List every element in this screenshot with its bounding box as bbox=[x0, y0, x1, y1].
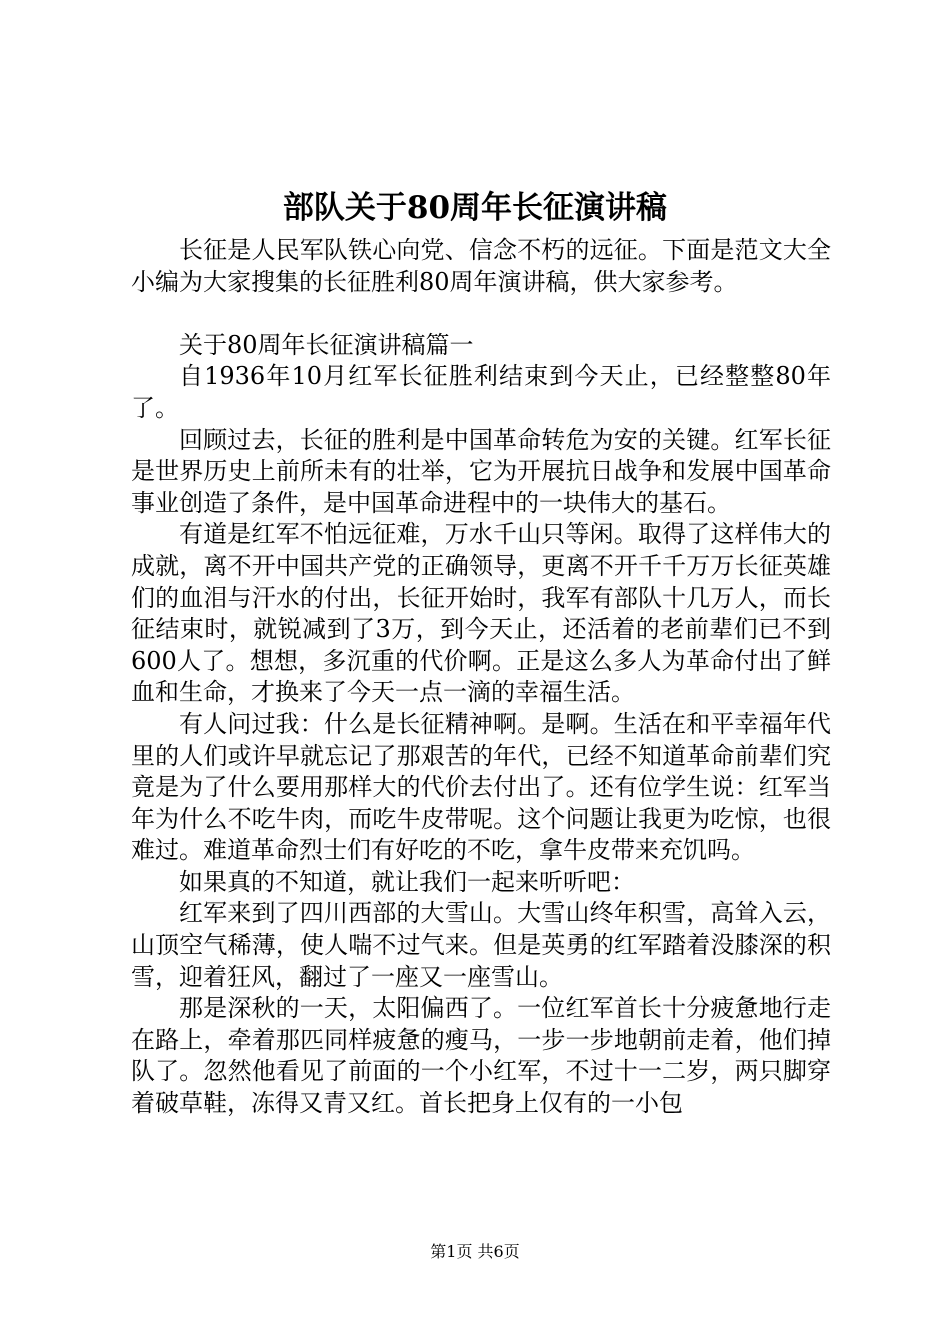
page-footer: 第1页 共6页 bbox=[430, 1242, 520, 1261]
paragraph: 自1936年10月红军长征胜利结束到今天止，已经整整80年了。 bbox=[131, 362, 831, 422]
paragraph: 那是深秋的一天，太阳偏西了。一位红军首长十分疲惫地行走在路上，牵着那匹同样疲惫的瘦马，一步一步地朝前走着，他们掉队了。忽然他看见了前面的一个小红军，不过十一二岁，两只脚穿着破草鞋，冻得又青又红。首长把身上仅有的一小包 bbox=[131, 994, 831, 1118]
paragraph: 红军来到了四川西部的大雪山。大雪山终年积雪，高耸入云，山顶空气稀薄，使人喘不过气来。但是英勇的红军踏着没膝深的积雪，迎着狂风，翻过了一座又一座雪山。 bbox=[131, 899, 831, 991]
paragraph: 有人问过我：什么是长征精神啊。是啊。生活在和平幸福年代里的人们或许早就忘记了那艰苦的年代，已经不知道革命前辈们究竟是为了什么要用那样大的代价去付出了。还有位学生说：红军当年为什么不吃牛肉，而吃牛皮带呢。这个问题让我更为吃惊，也很难过。难道革命烈士们有好吃的不吃，拿牛皮带来充饥吗。 bbox=[131, 709, 831, 865]
document-title: 部队关于80周年长征演讲稿 bbox=[282, 190, 668, 226]
paragraph: 回顾过去，长征的胜利是中国革命转危为安的关键。红军长征是世界历史上前所未有的壮举，它为开展抗日战争和发展中国革命事业创造了条件，是中国革命进程中的一块伟大的基石。 bbox=[131, 425, 831, 517]
paragraph-intro: 长征是人民军队铁心向党、信念不朽的远征。下面是范文大全小编为大家搜集的长征胜利80周年演讲稿，供大家参考。 bbox=[131, 236, 831, 296]
section-heading: 关于80周年长征演讲稿篇一 bbox=[179, 330, 474, 359]
paragraph: 有道是红军不怕远征难，万水千山只等闲。取得了这样伟大的成就，离不开中国共产党的正确领导，更离不开千千万万长征英雄们的血泪与汗水的付出，长征开始时，我军有部队十几万人，而长征结束时，就锐减到了3万，到今天止，还活着的老前辈们已不到600人了。想想，多沉重的代价啊。正是这么多人为革命付出了鲜血和生命，才换来了今天一点一滴的幸福生活。 bbox=[131, 520, 831, 707]
paragraph: 如果真的不知道，就让我们一起来听听吧： bbox=[179, 867, 635, 896]
document-body bbox=[131, 235, 831, 1120]
